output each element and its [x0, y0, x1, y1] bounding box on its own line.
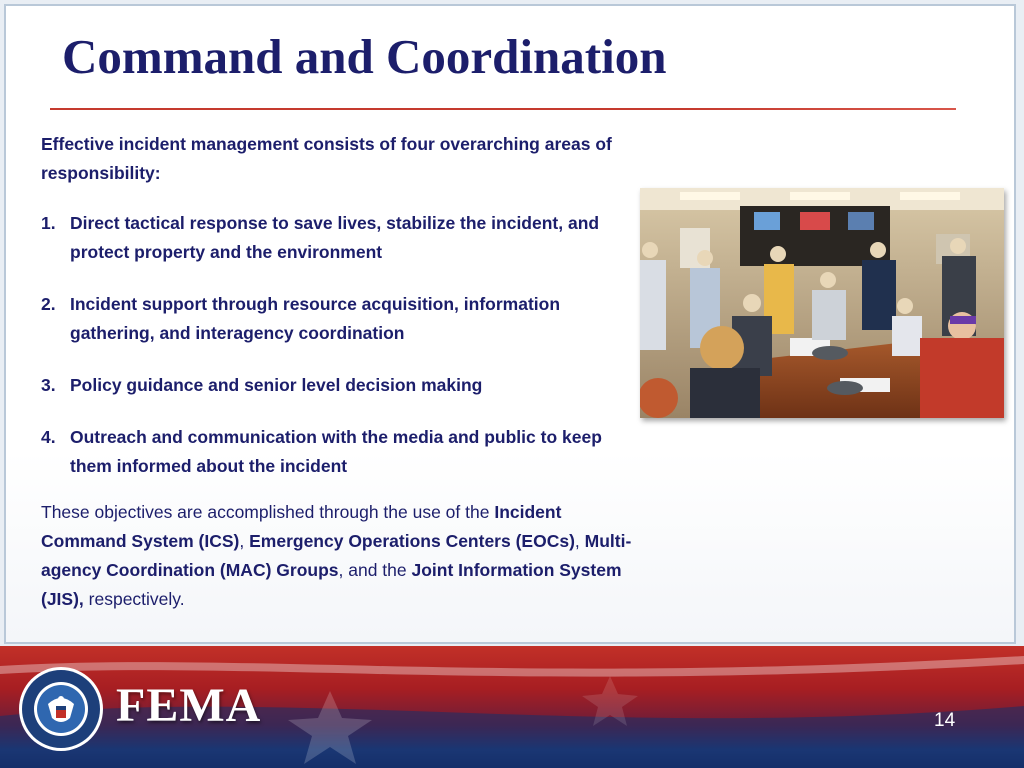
fema-logo: FEMA	[116, 679, 262, 732]
responsibility-list	[41, 209, 641, 481]
list-text: Incident support through resource acquisition, information gathering, and interagency coordination	[70, 294, 561, 343]
list-item	[41, 423, 641, 481]
page-number: 14	[934, 710, 956, 731]
summary-eoc: Emergency Operations Centers (EOCs)	[249, 531, 575, 551]
summary-jis: Joint Information System (JIS),	[41, 560, 622, 609]
summary-text	[41, 498, 641, 614]
slide-title: Command and Coordination	[62, 29, 667, 84]
list-number: 1.	[41, 213, 56, 233]
list-text: Outreach and communication with the media and public to keep them informed about the incident	[70, 427, 602, 476]
summary-plain: These objectives are accomplished through the use of the	[41, 502, 495, 522]
list-item	[41, 371, 641, 400]
list-text: Policy guidance and senior level decision making	[70, 375, 483, 395]
list-number: 2.	[41, 294, 56, 314]
list-number: 3.	[41, 375, 56, 395]
summary-plain: respectively.	[83, 589, 185, 609]
summary-ics: Incident Command System (ICS)	[41, 502, 562, 551]
summary-plain: ,	[239, 531, 250, 551]
summary-mac: Multi-agency Coordination (MAC) Groups	[41, 531, 632, 580]
summary-plain: ,	[574, 531, 585, 551]
list-text: Direct tactical response to save lives, stabilize the incident, and protect property and the environment	[70, 213, 600, 262]
list-item	[41, 209, 641, 267]
title-divider	[50, 108, 956, 110]
intro-text: Effective incident management consists of four overarching areas of responsibility:	[41, 134, 612, 183]
list-item	[41, 290, 641, 348]
list-number: 4.	[41, 427, 56, 447]
summary-plain: , and the	[338, 560, 412, 580]
operations-center-photo	[640, 188, 1004, 418]
dhs-seal-icon	[18, 666, 104, 752]
slide-content	[41, 130, 641, 614]
